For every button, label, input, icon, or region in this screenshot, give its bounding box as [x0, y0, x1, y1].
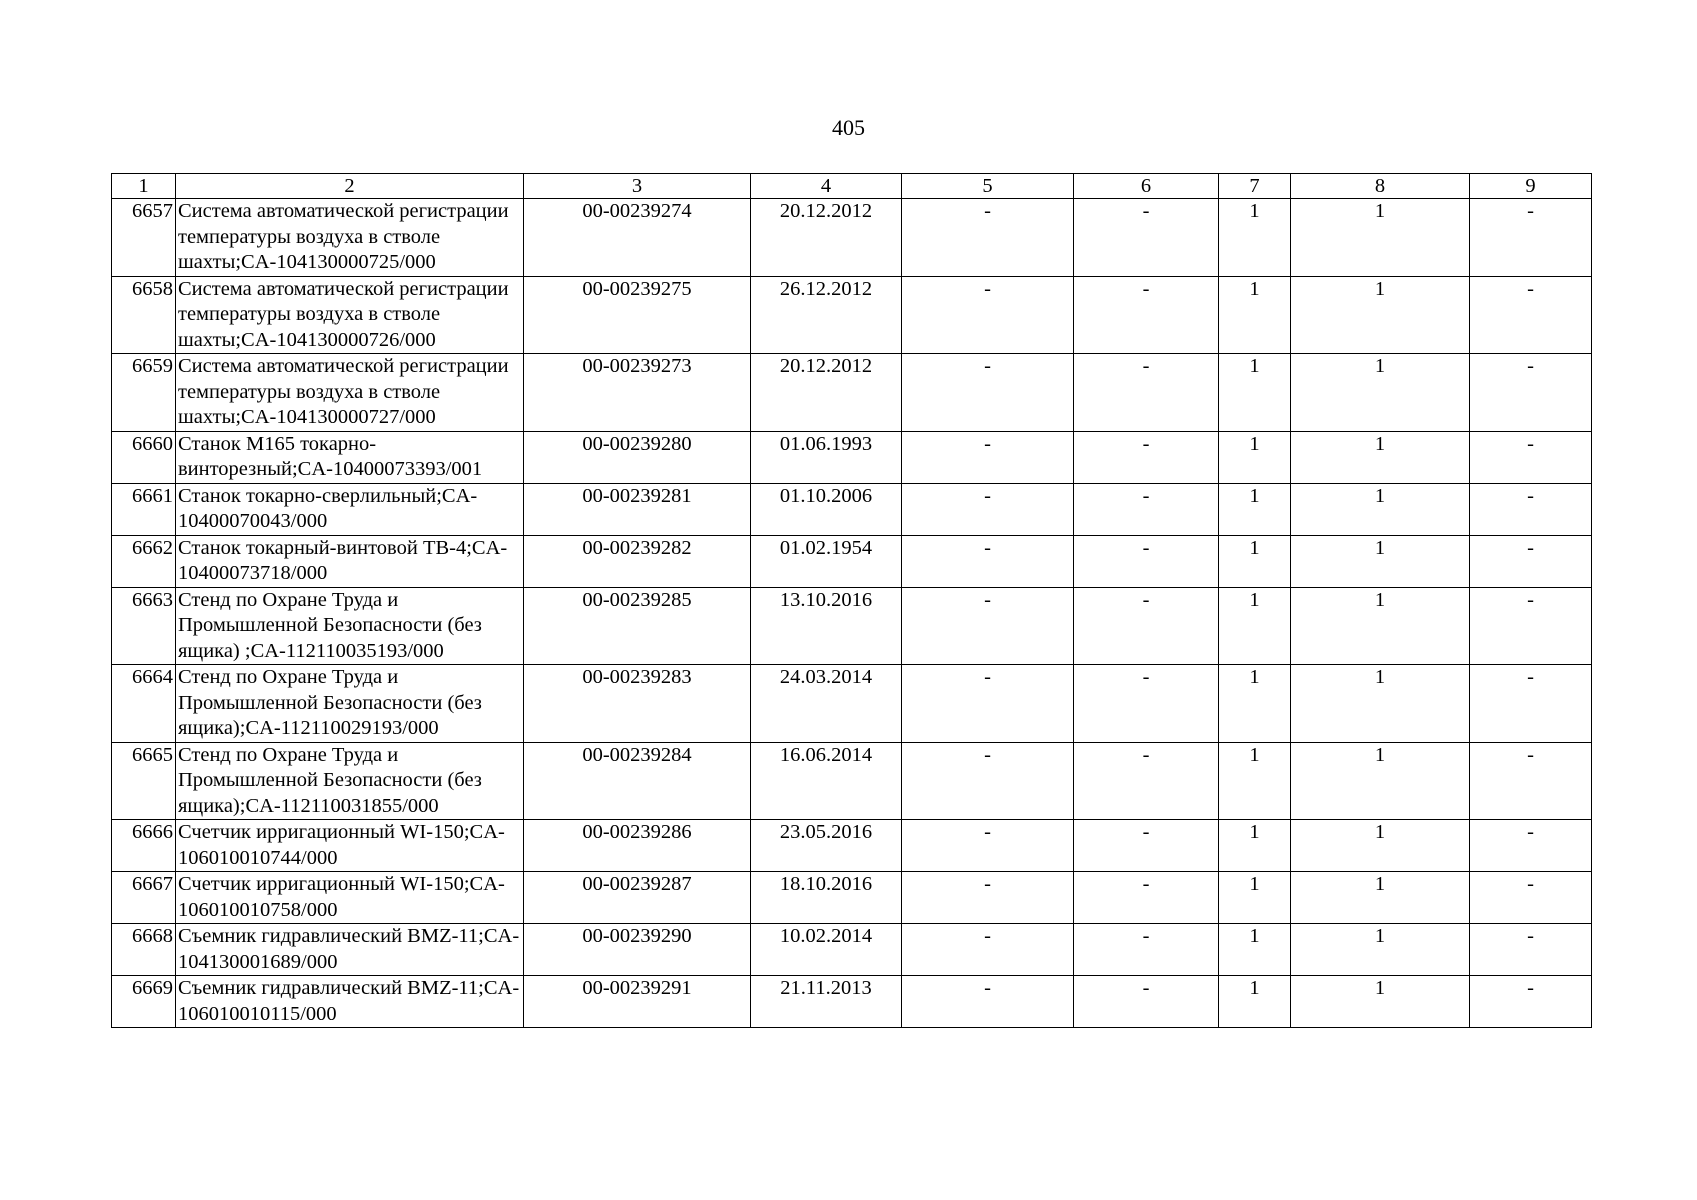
date-cell: 01.02.1954 [751, 535, 902, 587]
page-number: 405 [832, 115, 865, 140]
inventory-code: 00-00239282 [524, 535, 751, 587]
col5-cell: - [902, 535, 1074, 587]
col9-cell: - [1470, 535, 1592, 587]
col6-cell: - [1074, 199, 1219, 277]
col8-cell: 1 [1291, 587, 1470, 665]
asset-name: Стенд по Охране Труда и Промышленной Безопасности (без ящика);CA-112110031855/000 [176, 742, 524, 820]
col9-cell: - [1470, 431, 1592, 483]
inventory-code: 00-00239291 [524, 976, 751, 1028]
col8-cell: 1 [1291, 742, 1470, 820]
inventory-code: 00-00239275 [524, 276, 751, 354]
row-number: 6661 [112, 483, 176, 535]
col6-cell: - [1074, 872, 1219, 924]
col9-cell: - [1470, 924, 1592, 976]
date-cell: 18.10.2016 [751, 872, 902, 924]
col7-cell: 1 [1219, 924, 1291, 976]
col8-cell: 1 [1291, 820, 1470, 872]
inventory-code: 00-00239281 [524, 483, 751, 535]
asset-name: Счетчик ирригационный WI-150;CA-106010010744/000 [176, 820, 524, 872]
col9-cell: - [1470, 976, 1592, 1028]
col5-cell: - [902, 354, 1074, 432]
col8-cell: 1 [1291, 976, 1470, 1028]
table-row [112, 665, 1592, 743]
col9-cell: - [1470, 872, 1592, 924]
asset-name: Станок токарный-винтовой ТВ-4;CA-10400073718/000 [176, 535, 524, 587]
col7-cell: 1 [1219, 354, 1291, 432]
col6-cell: - [1074, 354, 1219, 432]
col9-cell: - [1470, 665, 1592, 743]
date-cell: 20.12.2012 [751, 354, 902, 432]
date-cell: 23.05.2016 [751, 820, 902, 872]
row-number: 6667 [112, 872, 176, 924]
table-row [112, 924, 1592, 976]
table-row [112, 535, 1592, 587]
row-number: 6662 [112, 535, 176, 587]
col8-cell: 1 [1291, 276, 1470, 354]
col9-cell: - [1470, 820, 1592, 872]
col6-cell: - [1074, 535, 1219, 587]
asset-name: Стенд по Охране Труда и Промышленной Безопасности (без ящика) ;CA-112110035193/000 [176, 587, 524, 665]
date-cell: 20.12.2012 [751, 199, 902, 277]
col8-cell: 1 [1291, 354, 1470, 432]
col9-cell: - [1470, 483, 1592, 535]
table-row [112, 976, 1592, 1028]
inventory-code: 00-00239283 [524, 665, 751, 743]
date-cell: 01.06.1993 [751, 431, 902, 483]
column-header-7: 7 [1219, 174, 1291, 199]
row-number: 6657 [112, 199, 176, 277]
row-number: 6659 [112, 354, 176, 432]
row-number: 6663 [112, 587, 176, 665]
col7-cell: 1 [1219, 535, 1291, 587]
col8-cell: 1 [1291, 872, 1470, 924]
table-row [112, 872, 1592, 924]
col5-cell: - [902, 587, 1074, 665]
date-cell: 21.11.2013 [751, 976, 902, 1028]
asset-name: Счетчик ирригационный WI-150;CA-106010010758/000 [176, 872, 524, 924]
col6-cell: - [1074, 431, 1219, 483]
asset-name: Станок М165 токарно-винторезный;CA-10400073393/001 [176, 431, 524, 483]
inventory-code: 00-00239290 [524, 924, 751, 976]
col8-cell: 1 [1291, 431, 1470, 483]
table-header [112, 174, 1592, 199]
asset-name: Система автоматической регистрации температуры воздуха в стволе шахты;CA-104130000726/000 [176, 276, 524, 354]
col6-cell: - [1074, 976, 1219, 1028]
inventory-code: 00-00239284 [524, 742, 751, 820]
row-number: 6664 [112, 665, 176, 743]
row-number: 6668 [112, 924, 176, 976]
table-row [112, 354, 1592, 432]
col6-cell: - [1074, 924, 1219, 976]
col8-cell: 1 [1291, 199, 1470, 277]
col7-cell: 1 [1219, 820, 1291, 872]
col5-cell: - [902, 820, 1074, 872]
col5-cell: - [902, 431, 1074, 483]
date-cell: 24.03.2014 [751, 665, 902, 743]
column-header-2: 2 [176, 174, 524, 199]
table-row [112, 587, 1592, 665]
asset-registry-table [111, 173, 1592, 1028]
date-cell: 10.02.2014 [751, 924, 902, 976]
col5-cell: - [902, 924, 1074, 976]
asset-name: Станок токарно-сверлильный;CA-10400070043/000 [176, 483, 524, 535]
asset-name: Система автоматической регистрации температуры воздуха в стволе шахты;CA-104130000725/000 [176, 199, 524, 277]
col7-cell: 1 [1219, 872, 1291, 924]
col7-cell: 1 [1219, 587, 1291, 665]
table-row [112, 483, 1592, 535]
row-number: 6665 [112, 742, 176, 820]
col5-cell: - [902, 742, 1074, 820]
asset-name: Система автоматической регистрации температуры воздуха в стволе шахты;CA-104130000727/000 [176, 354, 524, 432]
col6-cell: - [1074, 665, 1219, 743]
table-row [112, 276, 1592, 354]
col6-cell: - [1074, 483, 1219, 535]
col8-cell: 1 [1291, 535, 1470, 587]
col8-cell: 1 [1291, 483, 1470, 535]
inventory-code: 00-00239274 [524, 199, 751, 277]
asset-name: Съемник гидравлический BMZ-11;CA-104130001689/000 [176, 924, 524, 976]
asset-name: Стенд по Охране Труда и Промышленной Безопасности (без ящика);CA-112110029193/000 [176, 665, 524, 743]
date-cell: 01.10.2006 [751, 483, 902, 535]
column-header-9: 9 [1470, 174, 1592, 199]
date-cell: 13.10.2016 [751, 587, 902, 665]
column-header-8: 8 [1291, 174, 1470, 199]
column-header-5: 5 [902, 174, 1074, 199]
col6-cell: - [1074, 276, 1219, 354]
asset-name: Съемник гидравлический BMZ-11;CA-106010010115/000 [176, 976, 524, 1028]
column-header-4: 4 [751, 174, 902, 199]
col6-cell: - [1074, 820, 1219, 872]
col5-cell: - [902, 872, 1074, 924]
row-number: 6666 [112, 820, 176, 872]
inventory-code: 00-00239286 [524, 820, 751, 872]
table-row [112, 742, 1592, 820]
date-cell: 26.12.2012 [751, 276, 902, 354]
col9-cell: - [1470, 276, 1592, 354]
header-row [112, 174, 1592, 199]
inventory-code: 00-00239285 [524, 587, 751, 665]
col7-cell: 1 [1219, 276, 1291, 354]
inventory-code: 00-00239273 [524, 354, 751, 432]
col7-cell: 1 [1219, 483, 1291, 535]
row-number: 6660 [112, 431, 176, 483]
col7-cell: 1 [1219, 665, 1291, 743]
column-header-1: 1 [112, 174, 176, 199]
column-header-6: 6 [1074, 174, 1219, 199]
col7-cell: 1 [1219, 976, 1291, 1028]
date-cell: 16.06.2014 [751, 742, 902, 820]
col8-cell: 1 [1291, 924, 1470, 976]
col9-cell: - [1470, 199, 1592, 277]
column-header-3: 3 [524, 174, 751, 199]
table-body [112, 199, 1592, 1028]
col7-cell: 1 [1219, 199, 1291, 277]
table-row [112, 199, 1592, 277]
col5-cell: - [902, 976, 1074, 1028]
col6-cell: - [1074, 587, 1219, 665]
col9-cell: - [1470, 742, 1592, 820]
row-number: 6658 [112, 276, 176, 354]
col9-cell: - [1470, 354, 1592, 432]
inventory-code: 00-00239287 [524, 872, 751, 924]
col8-cell: 1 [1291, 665, 1470, 743]
inventory-code: 00-00239280 [524, 431, 751, 483]
col5-cell: - [902, 276, 1074, 354]
col5-cell: - [902, 483, 1074, 535]
col7-cell: 1 [1219, 431, 1291, 483]
col7-cell: 1 [1219, 742, 1291, 820]
col5-cell: - [902, 665, 1074, 743]
col5-cell: - [902, 199, 1074, 277]
table-row [112, 820, 1592, 872]
col9-cell: - [1470, 587, 1592, 665]
col6-cell: - [1074, 742, 1219, 820]
table-row [112, 431, 1592, 483]
row-number: 6669 [112, 976, 176, 1028]
